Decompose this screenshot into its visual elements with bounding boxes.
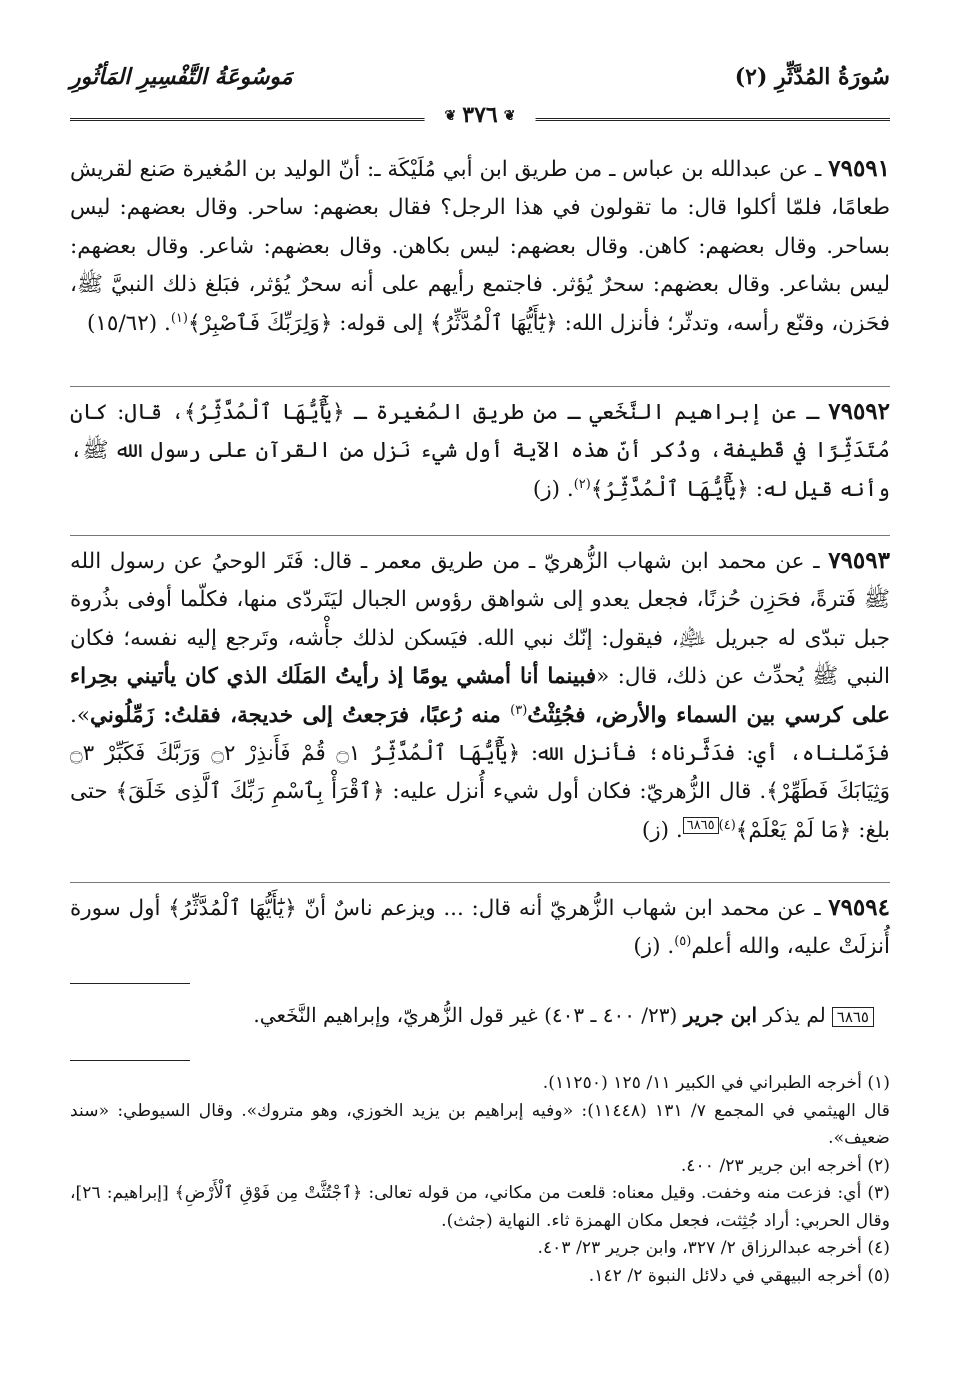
- surah-title: سُورَةُ المُدَّثِّرِ (٢): [734, 64, 890, 90]
- entry-text: ـ عن محمد ابن شهاب الزُّهريّ ـ من طريق معمر ـ قال: فَتَر الوحيُ عن رسول الله ﷺ فَترةً، فحَزِن حُزنًا، فجعل يعدو إلى شواهق رؤوس الجبال ليَتَردّى منها، فكلّما أوفى بذُروة جبل تبدّى له جبريل ﵇، فيقول: إنّك نبي الله. فيَسكن لذلك جأْشه، وتَرجع إليه نفسه؛ فكان النبي ﷺ يُحدِّث عن ذلك، قال: «: [70, 549, 890, 690]
- entry-79591: [70, 150, 890, 380]
- entry-number: ٧٩٥٩٣: [828, 547, 890, 574]
- commentary-note: [70, 1000, 874, 1032]
- entry-tail: . (ز): [641, 817, 683, 843]
- footnote-mark: (٢): [573, 476, 591, 492]
- footnote: قال الهيثمي في المجمع ٧/ ١٣١ (١١٤٤٨): «وفيه إبراهيم بن يزيد الخوزي، وهو متروك». وقال السيوطي: «سند ضعيف».: [70, 1100, 890, 1148]
- entry-separator: [70, 882, 890, 883]
- note-text: لم يذكر: [757, 1003, 826, 1027]
- footnotes: [70, 1070, 890, 1290]
- note-author: ابن جرير: [683, 1003, 758, 1027]
- cross-ref-box: ٦٨٦٥: [683, 817, 719, 834]
- entry-79594: [70, 889, 890, 967]
- footnote-mark: (٣): [510, 702, 528, 718]
- footnote: (٣) أي: فزعت منه وخفت. وقيل معناه: قلعت من مكاني، من قوله تعالى: ﴿ٱجْتُثَّتْ مِن فَوْقِ ٱلْأَرْضِ﴾ [إبراهيم: ٢٦]، وقال الحربي: أراد جُثِثت، فجعل مكان الهمزة ثاء. النهاية (جثث).: [70, 1183, 890, 1231]
- entry-79592: [70, 393, 890, 529]
- page-number: ❦ ٣٧٦ ❦: [425, 102, 536, 128]
- entry-tail: . (ز): [633, 934, 675, 960]
- footnote-mark: (٤): [718, 817, 736, 833]
- entry-text: ـ عن إبراهيم النَّخَعي ـ من طريق المُغيرة ـ ﴿يَٰٓأَيُّهَا ٱلْمُدَّثِّرُ﴾، قال: كان مُتَدَثِّرًا في قَطيفة، وذُكر أنّ هذه الآية أول شيء نَزل من القرآن على رسول الله ﷺ، وأنه قيل له: ﴿يَٰٓأَيُّهَا ٱلْمُدَّثِّرُ﴾: [70, 400, 890, 502]
- note-tag: ٦٨٦٥: [832, 1007, 874, 1027]
- entry-separator: [70, 535, 890, 536]
- entry-number: ٧٩٥٩٤: [828, 894, 890, 921]
- note-text-cont: (٢٣/ ٤٠٠ ـ ٤٠٣) غير قول الزُّهريّ، وإبراهيم النَّخَعي.: [253, 1003, 684, 1027]
- entry-number: ٧٩٥٩١: [828, 155, 891, 182]
- footnote-mark: (١): [170, 310, 188, 326]
- entry-text: ـ عن عبدالله بن عباس ـ من طريق ابن أبي مُلَيْكَة ـ: أنّ الوليد بن المُغيرة صَنع لقريش طعامًا، فلمّا أكلوا قال: ما تقولون في هذا الرجل؟ فقال بعضهم: ساحر. وقال بعضهم: ليس بساحر. وقال بعضهم: كاهن. وقال بعضهم: ليس بكاهن. وقال بعضهم: شاعر. وقال بعضهم: ليس بشاعر. وقال بعضهم: سحرٌ يُؤثر. فاجتمع رأيهم على أنه سحرٌ يُؤثر، فبَلغ ذلك النبيَّ ﷺ، فحَزن، وقنّع رأسه، وتدثّر؛ فأنزل الله: ﴿يَٰٓأَيُّهَا ٱلْمُدَّثِّرُ﴾ إلى قوله: ﴿وَلِرَبِّكَ فَٱصْبِرْ﴾: [70, 157, 890, 336]
- footnote: (٤) أخرجه عبدالرزاق ٢/ ٣٢٧، وابن جرير ٢٣/ ٤٠٣.: [537, 1238, 890, 1258]
- hadith-quote: فبينما أنا أمشي يومًا إذ رأيتُ المَلَك الذي كان يأتيني بحِراء على كرسي بين السماء والأرض، فجُئِثْتُ: [70, 664, 890, 728]
- page-header: [70, 58, 890, 128]
- entry-text-cont: ». فزَمّلناه، أي: فدَثَّرناه؛ فأنزل الله: ﴿يَٰٓأَيُّهَا ٱلْمُدَّثِّرُ ۝١ قُمْ فَأَنذِرْ ۝٢ وَرَبَّكَ فَكَبِّرْ ۝٣ وَثِيَابَكَ فَطَهِّرْ﴾. قال الزُّهريّ: فكان أول شيء أُنزل عليه: ﴿ٱقْرَأْ بِٱسْمِ رَبِّكَ ٱلَّذِى خَلَقَ﴾ حتى بلغ: ﴿مَا لَمْ يَعْلَمْ﴾: [70, 702, 891, 843]
- page-body: [70, 150, 890, 967]
- footnote: (١) أخرجه الطبراني في الكبير ١١/ ١٢٥ (١١٢٥٠).: [542, 1073, 890, 1093]
- note-rule: [70, 983, 190, 984]
- footnote: (٢) أخرجه ابن جرير ٢٣/ ٤٠٠.: [680, 1155, 890, 1176]
- footnote: (٥) أخرجه البيهقي في دلائل النبوة ٢/ ١٤٢.: [588, 1265, 890, 1286]
- footnote-mark: (٥): [674, 934, 692, 950]
- entry-text: ـ عن محمد ابن شهاب الزُّهريّ أنه قال: ... ويزعم ناسٌ أنّ ﴿يَٰٓأَيُّهَا ٱلْمُدَّثِّرُ﴾ أول سورة أُنزلَتْ عليه، والله أعلم: [70, 896, 890, 960]
- entry-79593: [70, 542, 890, 876]
- entry-number: ٧٩٥٩٢: [828, 398, 891, 425]
- entry-separator: [70, 386, 890, 387]
- entry-tail: . (ز): [532, 476, 574, 502]
- hadith-quote-cont: منه رُعبًا، فرَجعتُ إلى خديجة، فقلتُ: زَمِّلُوني: [90, 702, 511, 728]
- footnote-rule: [70, 1060, 190, 1061]
- entry-tail: . (١٥/٦٢): [86, 310, 171, 336]
- book-page: [70, 58, 890, 1358]
- book-title: مَوسُوعَةُ التَّفْسِيرِ المَأثُورِ: [70, 64, 293, 90]
